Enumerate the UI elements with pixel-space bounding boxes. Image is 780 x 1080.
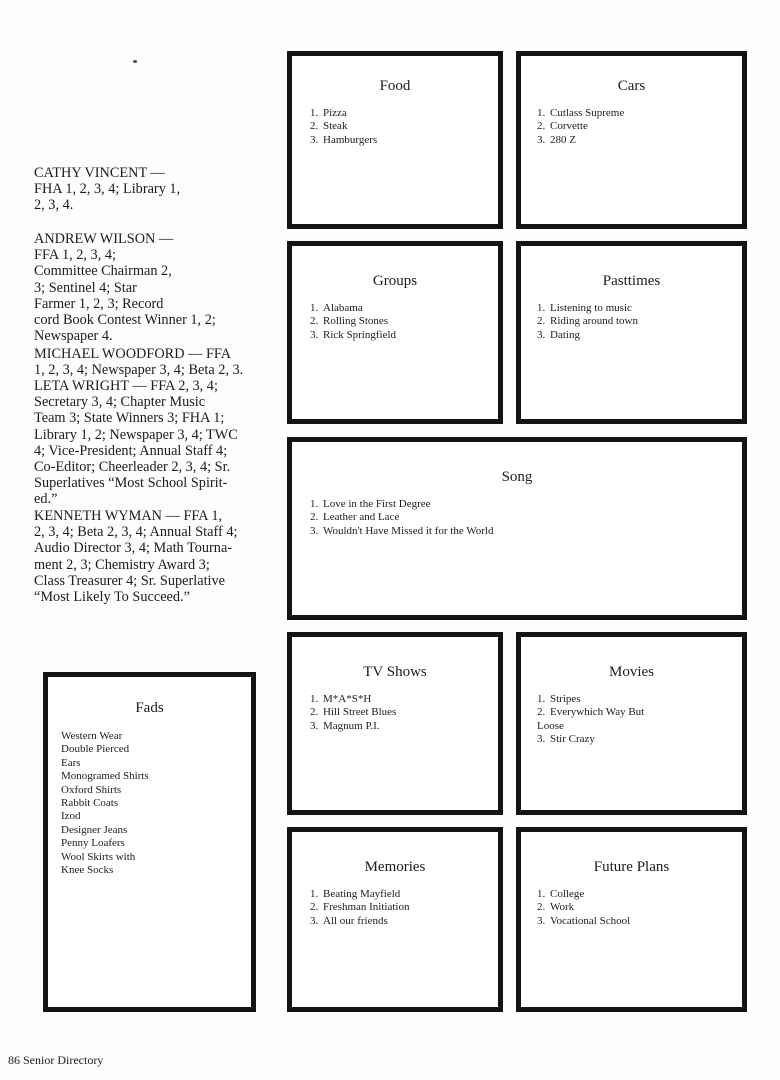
memories-title: Memories: [364, 859, 426, 875]
song-list: [310, 498, 493, 538]
bio-line: 2, 3, 4.: [34, 197, 74, 214]
bio-line: Audio Director 3, 4; Math Tourna-: [34, 540, 233, 557]
bio-andrew-wilson: [34, 231, 266, 344]
list-item: 1. College: [537, 888, 585, 900]
bio-line: KENNETH WYMAN — FFA 1,: [34, 508, 223, 524]
memories-list: [310, 888, 409, 928]
future-plans-list: [537, 888, 630, 928]
bio-line: 1, 2, 3, 4; Newspaper 3, 4; Beta 2, 3.: [34, 362, 244, 379]
list-item: Monogramed Shirts: [61, 770, 149, 783]
tv-shows-title: TV Shows: [363, 664, 427, 680]
bio-line: Class Treasurer 4; Sr. Superlative: [34, 572, 226, 589]
list-item: 1. Listening to music: [537, 302, 632, 314]
cars-box: [516, 51, 747, 229]
memories-box: [287, 827, 503, 1012]
bio-line: 4; Vice-President; Annual Staff 4;: [34, 442, 228, 459]
list-item: 1. Alabama: [310, 302, 363, 314]
bio-cathy-vincent: [34, 165, 266, 214]
food-box: [287, 51, 503, 229]
list-item: 2. Work: [537, 901, 575, 914]
list-item: Penny Loafers: [61, 837, 125, 850]
list-item: 1. Pizza: [310, 107, 347, 119]
bio-line: ed.”: [34, 491, 58, 508]
future-plans-box: [516, 827, 747, 1012]
bio-line: Superlatives “Most School Spirit-: [34, 475, 228, 492]
list-item: 2. Freshman Initiation: [310, 901, 410, 914]
fads-title: Fads: [135, 700, 164, 716]
list-item: 3. Rick Springfield: [310, 328, 397, 341]
movies-box: [516, 632, 747, 815]
cars-list: [537, 107, 624, 147]
bio-line: ment 2, 3; Chemistry Award 3;: [34, 556, 210, 573]
bio-line: Library 1, 2; Newspaper 3, 4; TWC: [34, 426, 238, 443]
list-item: 2. Rolling Stones: [310, 315, 389, 328]
list-item: Izod: [61, 810, 81, 823]
movies-list: [537, 693, 644, 747]
list-item: 3. All our friends: [310, 914, 388, 927]
fads-box: [43, 672, 256, 1012]
list-item: 3. Vocational School: [537, 914, 631, 927]
bio-line: Secretary 3, 4; Chapter Music: [34, 394, 206, 411]
tv-shows-box: [287, 632, 503, 815]
list-item: 1. Cutlass Supreme: [537, 107, 625, 119]
bio-line: 2, 3, 4; Beta 2, 3, 4; Annual Staff 4;: [34, 524, 238, 541]
bio-line: ANDREW WILSON —: [34, 231, 174, 247]
list-item: Ears: [61, 756, 81, 769]
bio-michael-woodford: [34, 346, 266, 378]
list-item: Western Wear: [61, 730, 123, 742]
list-item: 1. M*A*S*H: [310, 693, 372, 705]
list-item: 3. Stir Crazy: [537, 733, 595, 746]
cars-title: Cars: [617, 78, 646, 94]
bio-line: Newspaper 4.: [34, 328, 113, 345]
list-item: 2. Leather and Lace: [310, 511, 400, 524]
pasttimes-box: [516, 241, 747, 424]
groups-list: [310, 302, 396, 342]
list-item-continued: Loose: [537, 719, 564, 732]
bio-line: cord Book Contest Winner 1, 2;: [34, 312, 216, 329]
list-item: 3. Wouldn't Have Missed it for the World: [310, 524, 494, 537]
bio-line: “Most Likely To Succeed.”: [34, 589, 190, 606]
bio-line: MICHAEL WOODFORD — FFA: [34, 346, 232, 362]
list-item: Wool Skirts with: [61, 850, 136, 863]
groups-title: Groups: [372, 273, 418, 289]
list-item: 2. Everywhich Way But: [537, 706, 645, 719]
food-title: Food: [379, 78, 411, 94]
list-item: 3. 280 Z: [537, 133, 576, 146]
list-item: Oxford Shirts: [61, 783, 122, 796]
list-item: 2. Corvette: [537, 120, 588, 133]
list-item: 2. Hill Street Blues: [310, 706, 397, 719]
bio-line: LETA WRIGHT — FFA 2, 3, 4;: [34, 378, 218, 394]
tv-shows-list: [310, 693, 396, 733]
pasttimes-title: Pasttimes: [602, 273, 661, 289]
list-item: 1. Love in the First Degree: [310, 498, 431, 510]
bio-line: FFA 1, 2, 3, 4;: [34, 247, 116, 264]
list-item: 3. Hamburgers: [310, 133, 378, 146]
fads-list: [61, 730, 149, 877]
bio-line: 3; Sentinel 4; Star: [34, 279, 137, 296]
bio-line: CATHY VINCENT —: [34, 165, 165, 181]
page-footer: 86 Senior Directory: [8, 1053, 104, 1067]
bio-line: FHA 1, 2, 3, 4; Library 1,: [34, 181, 181, 198]
list-item: Double Pierced: [61, 743, 130, 756]
list-item: 1. Stripes: [537, 693, 581, 705]
list-item: 1. Beating Mayfield: [310, 888, 401, 900]
food-list: [310, 107, 377, 147]
bio-leta-wright: [34, 378, 266, 508]
list-item: Designer Jeans: [61, 823, 128, 836]
list-item: 3. Magnum P.I.: [310, 719, 380, 732]
pasttimes-list: [537, 302, 638, 342]
list-item: Rabbit Coats: [61, 797, 119, 810]
list-item: 3. Dating: [537, 328, 580, 341]
bio-kenneth-wyman: [34, 508, 266, 605]
ink-speck: [133, 60, 137, 63]
future-plans-title: Future Plans: [593, 859, 670, 875]
bio-line: Co-Editor; Cheerleader 2, 3, 4; Sr.: [34, 459, 231, 476]
groups-box: [287, 241, 503, 424]
bio-line: Team 3; State Winners 3; FHA 1;: [34, 410, 225, 427]
bio-line: Farmer 1, 2, 3; Record: [34, 295, 164, 312]
bio-line: Committee Chairman 2,: [34, 263, 172, 280]
movies-title: Movies: [609, 664, 654, 680]
list-item: 2. Steak: [310, 120, 348, 133]
song-title: Song: [501, 469, 533, 485]
list-item: Knee Socks: [61, 864, 114, 877]
song-box: [287, 437, 747, 620]
list-item: 2. Riding around town: [537, 315, 638, 328]
